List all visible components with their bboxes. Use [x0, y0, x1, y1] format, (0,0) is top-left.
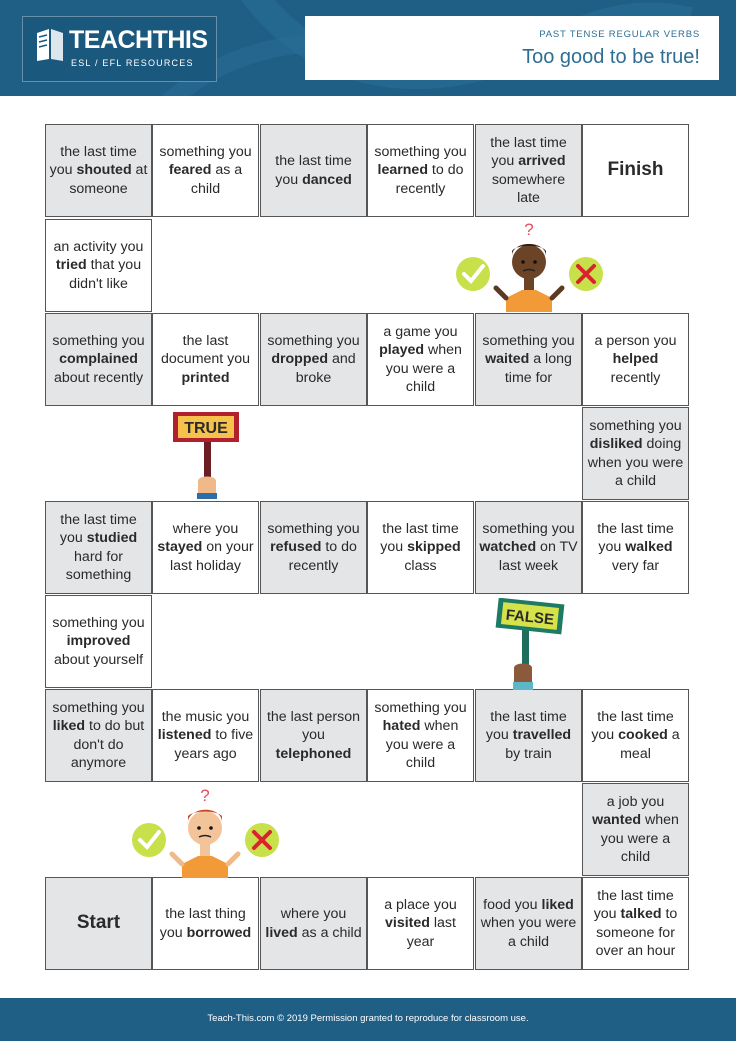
true-sign-label: TRUE — [184, 420, 228, 437]
board-square: an activity you tried that you didn't like — [45, 219, 152, 312]
header-banner — [0, 0, 736, 96]
book-logo-icon — [35, 27, 65, 63]
brand-name: TEACHTHIS — [69, 26, 208, 54]
board-square: a place you visited last year — [367, 877, 474, 970]
board-square: a job you wanted when you were a child — [582, 783, 689, 876]
false-sign-label: FALSE — [504, 606, 555, 629]
boy-figure — [172, 810, 238, 878]
board-square: the last time you travelled by train — [475, 689, 582, 782]
check-circle-icon — [456, 257, 490, 291]
board-square: the last person you telephoned — [260, 689, 367, 782]
thinking-boy-illustration — [450, 218, 610, 312]
footer-bar — [0, 998, 736, 1041]
teachthis-logo[interactable] — [22, 16, 217, 82]
board-square: something you improved about yourself — [45, 595, 152, 688]
true-sign-illustration — [168, 407, 248, 499]
board-square: something you learned to do recently — [367, 124, 474, 217]
worksheet-topic: PAST TENSE REGULAR VERBS — [539, 29, 700, 40]
board-square: a person you helped recently — [582, 313, 689, 406]
board-square: the last time you talked to someone for over an hour — [582, 877, 689, 970]
board-square: something you refused to do recently — [260, 501, 367, 594]
board-square: a game you played when you were a child — [367, 313, 474, 406]
board-square: the music you listened to five years ago — [152, 689, 259, 782]
board-square: the last time you studied hard for something — [45, 501, 152, 594]
brand-tagline: ESL / EFL RESOURCES — [71, 58, 194, 68]
board-square: where you stayed on your last holiday — [152, 501, 259, 594]
board-square: the last thing you borrowed — [152, 877, 259, 970]
board-square: something you disliked doing when you were a child — [582, 407, 689, 500]
board-square: food you liked when you were a child — [475, 877, 582, 970]
boy-figure — [496, 244, 562, 312]
question-mark: ? — [524, 220, 534, 239]
title-panel — [305, 16, 719, 80]
board-square: the last time you skipped class — [367, 501, 474, 594]
board-square: the last document you printed — [152, 313, 259, 406]
board-square: something you dropped and broke — [260, 313, 367, 406]
thinking-redhead-illustration — [126, 784, 286, 878]
cross-circle-icon — [569, 257, 603, 291]
board-square: the last time you arrived somewhere late — [475, 124, 582, 217]
false-sign-illustration — [490, 598, 570, 690]
copyright-text: Teach-This.com © 2019 Permission granted to reproduce for classroom use. — [207, 1013, 529, 1024]
board-square: the last time you danced — [260, 124, 367, 217]
board-square: where you lived as a child — [260, 877, 367, 970]
board-square: something you feared as a child — [152, 124, 259, 217]
check-circle-icon — [132, 823, 166, 857]
question-mark: ? — [200, 786, 210, 805]
board-square: something you waited a long time for — [475, 313, 582, 406]
board-square: something you liked to do but don't do anymore — [45, 689, 152, 782]
board-square: something you watched on TV last week — [475, 501, 582, 594]
cross-circle-icon — [245, 823, 279, 857]
board-square: something you hated when you were a child — [367, 689, 474, 782]
board-square: the last time you shouted at someone — [45, 124, 152, 217]
board-square: the last time you walked very far — [582, 501, 689, 594]
board-square: the last time you cooked a meal — [582, 689, 689, 782]
board-square: something you complained about recently — [45, 313, 152, 406]
start-square: Start — [45, 877, 152, 970]
finish-square: Finish — [582, 124, 689, 217]
worksheet-title: Too good to be true! — [522, 46, 700, 68]
